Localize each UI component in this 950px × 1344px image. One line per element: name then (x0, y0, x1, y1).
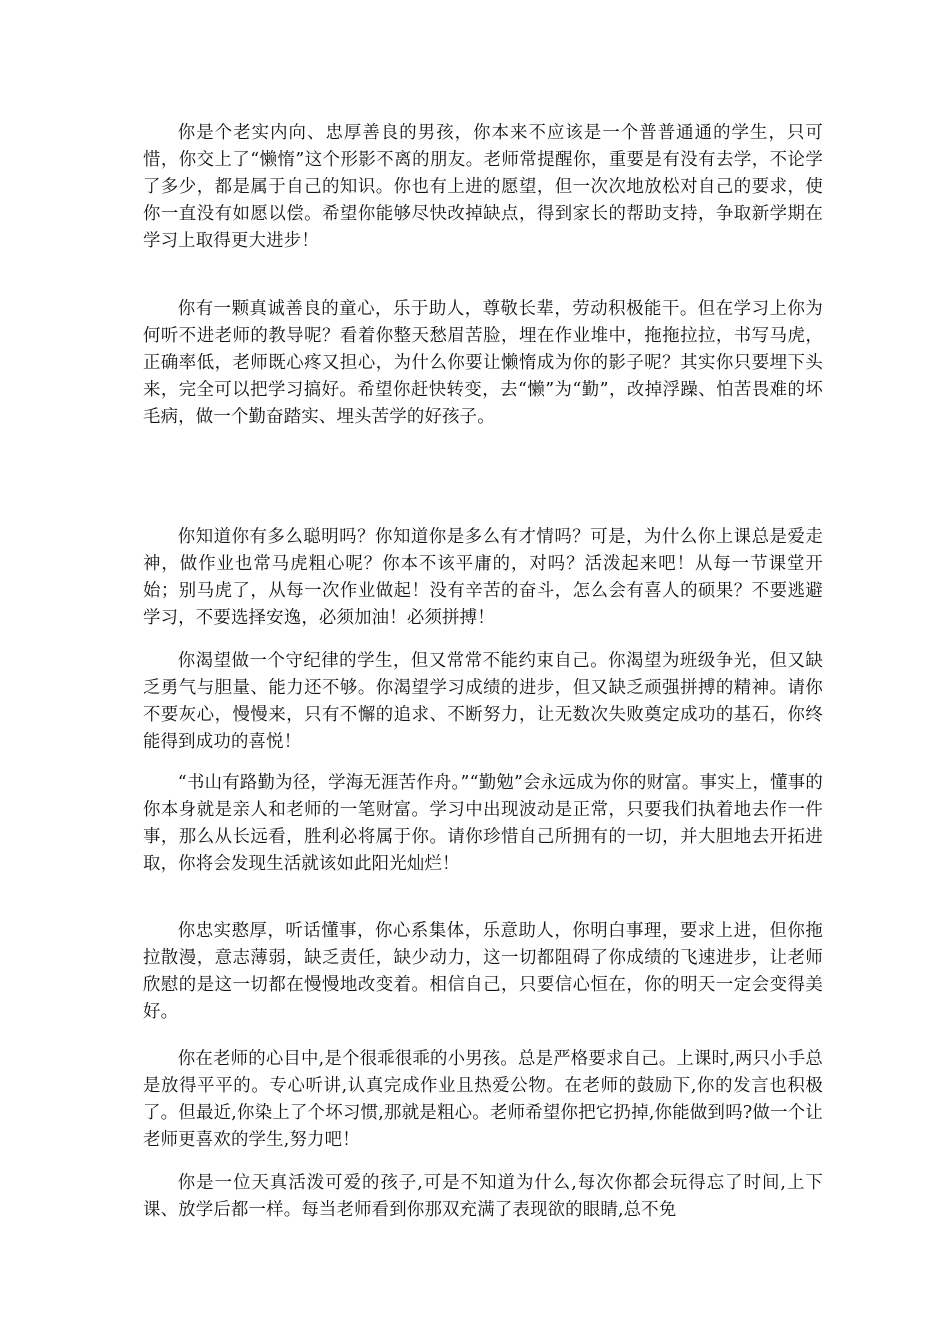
paragraph-3: 你知道你有多么聪明吗？你知道你是多么有才情吗？可是，为什么你上课总是爱走神，做作业也常马虎粗心呢？你本不该平庸的，对吗？活泼起来吧！从每一节课堂开始；别马虎了，从每一次作业做起！没有辛苦的奋斗，怎么会有喜人的硕果？不要逃避学习，不要选择安逸，必须加油！必须拼搏！ (143, 527, 823, 628)
paragraph-6: 你忠实憨厚，听话懂事，你心系集体，乐意助人，你明白事理，要求上进，但你拖拉散漫，意志薄弱，缺乏责任，缺少动力，这一切都阻碍了你成绩的飞速进步，让老师欣慰的是这一切都在慢慢地改变着。相信自己，只要信心恒在，你的明天一定会变得美好。 (143, 921, 823, 1022)
paragraph-1: 你是个老实内向、忠厚善良的男孩，你本来不应该是一个普普通通的学生，只可惜，你交上了“懒惰”这个形影不离的朋友。老师常提醒你，重要是有没有去学，不论学了多少，都是属于自己的知识。你也有上进的愿望，但一次次地放松对自己的要求，使你一直没有如愿以偿。希望你能够尽快改掉缺点，得到家长的帮助支持，争取新学期在学习上取得更大进步！ (143, 123, 823, 251)
paragraph-7: 你在老师的心目中,是个很乖很乖的小男孩。总是严格要求自己。上课时,两只小手总是放得平平的。专心听讲,认真完成作业且热爱公物。在老师的鼓励下,你的发言也积极了。但最近,你染上了个坏习惯,那就是粗心。老师希望你把它扔掉,你能做到吗?做一个让老师更喜欢的学生,努力吧！ (143, 1049, 823, 1150)
paragraph-2: 你有一颗真诚善良的童心，乐于助人，尊敬长辈，劳动积极能干。但在学习上你为何听不进老师的教导呢？看着你整天愁眉苦脸，埋在作业堆中，拖拖拉拉，书写马虎，正确率低，老师既心疼又担心，为什么你要让懒惰成为你的影子呢？其实你只要埋下头来，完全可以把学习搞好。希望你赶快转变，去“懒”为“勤”，改掉浮躁、怕苦畏难的坏毛病，做一个勤奋踏实、埋头苦学的好孩子。 (143, 299, 823, 427)
paragraph-4: 你渴望做一个守纪律的学生，但又常常不能约束自己。你渴望为班级争光，但又缺乏勇气与胆量、能力还不够。你渴望学习成绩的进步，但又缺乏顽强拼搏的精神。请你不要灰心，慢慢来，只有不懈的追求、不断努力，让无数次失败奠定成功的基石，你终能得到成功的喜悦！ (143, 651, 823, 752)
paragraph-5: “书山有路勤为径，学海无涯苦作舟。”“勤勉”会永远成为你的财富。事实上，懂事的你本身就是亲人和老师的一笔财富。学习中出现波动是正常，只要我们执着地去作一件事，那么从长远看，胜利必将属于你。请你珍惜自己所拥有的一切，并大胆地去开拓进取，你将会发现生活就该如此阳光灿烂！ (143, 773, 823, 874)
paragraph-8: 你是一位天真活泼可爱的孩子,可是不知道为什么,每次你都会玩得忘了时间,上下课、放学后都一样。每当老师看到你那双充满了表现欲的眼睛,总不免 (143, 1173, 823, 1220)
